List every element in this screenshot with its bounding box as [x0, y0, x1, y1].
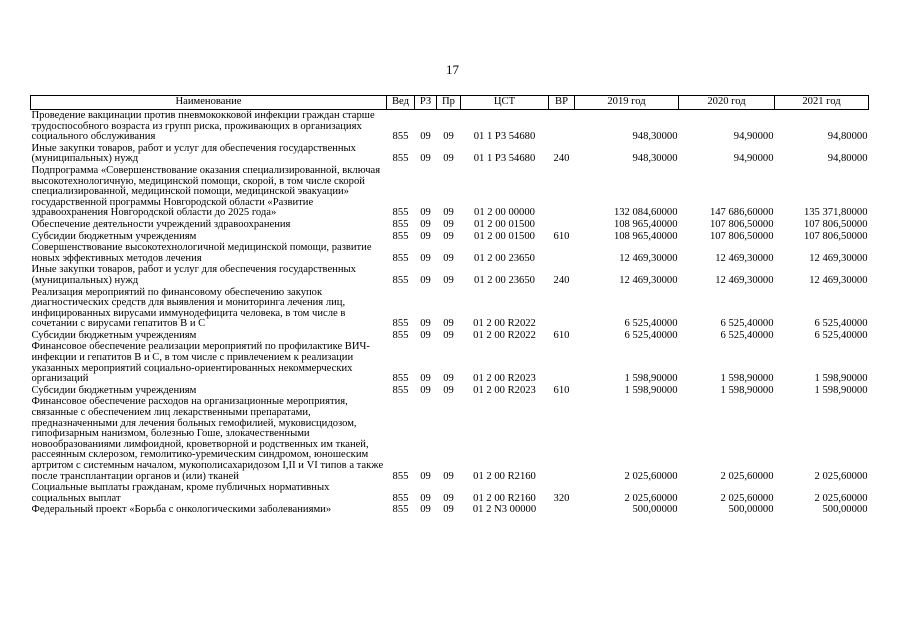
- row-amount-2019: 6 525,40000: [624, 318, 678, 330]
- row-name: Проведение вакцинации против пневмококковой инфекции граждан старше трудоспособного возраста из групп риска, проживающих в организациях социального обслуживания: [31, 110, 375, 143]
- row-amount-2019: 132 084,60000: [613, 207, 678, 219]
- row-pr: 09: [443, 373, 454, 385]
- row-rz: 09: [420, 207, 431, 219]
- table-header-row: [31, 96, 869, 110]
- row-cst: 01 2 00 R2022: [473, 318, 536, 330]
- row-name: Финансовое обеспечение расходов на организационные мероприятия, связанные с обеспечением лиц лекарственными препаратами, предназначенными для лечения больных гемофилией, муковисцидозом, гипофизарным нанизмом, болезнью Гоше, злокачественными новообразованиями лимфоидной, кроветворной и родственных им тканей, рассеянным склерозом, гемолитико-уремическим синдромом, юношеским артритом с системным началом, мукополисахаридозом I,II и VI типов а также после трансплантации органов и (или) тканей: [31, 396, 384, 482]
- row-name: Иные закупки товаров, работ и услуг для обеспечения государственных (муниципальных) нужд: [31, 264, 356, 286]
- table-row: [31, 231, 869, 243]
- row-pr: 09: [443, 252, 454, 264]
- row-name: Субсидии бюджетным учреждениям: [31, 230, 197, 242]
- row-ved: 855: [392, 218, 409, 230]
- row-pr: 09: [443, 207, 454, 219]
- table-row: [31, 165, 869, 219]
- row-name: Субсидии бюджетным учреждениям: [31, 384, 197, 396]
- row-vr: 610: [553, 230, 570, 242]
- row-pr: 09: [443, 230, 454, 242]
- row-ved: 855: [392, 274, 409, 286]
- table-row: [31, 219, 869, 231]
- row-name: Социальные выплаты гражданам, кроме публичных нормативных социальных выплат: [31, 482, 330, 504]
- row-amount-2021: 94,80000: [827, 153, 868, 165]
- row-amount-2020: 6 525,40000: [720, 318, 774, 330]
- row-amount-2019: 6 525,40000: [624, 329, 678, 341]
- table-row: [31, 287, 869, 330]
- row-pr: 09: [443, 384, 454, 396]
- row-pr: 09: [443, 329, 454, 341]
- row-cst: 01 2 00 R2023: [473, 373, 536, 385]
- table-row: [31, 110, 869, 143]
- row-name: Совершенствование высокотехнологичной медицинской помощи, развитие новых эффективных методов лечения: [31, 242, 372, 264]
- row-amount-2020: 2 025,60000: [720, 470, 774, 482]
- row-amount-2021: 500,00000: [822, 504, 868, 516]
- page-number: 17: [446, 62, 459, 77]
- row-amount-2021: 135 371,80000: [803, 207, 868, 219]
- row-ved: 855: [392, 252, 409, 264]
- row-vr: [549, 110, 575, 143]
- row-amount-2021: 107 806,50000: [803, 230, 868, 242]
- row-name: Иные закупки товаров, работ и услуг для обеспечения государственных (муниципальных) нужд: [31, 142, 356, 165]
- table-body: [31, 110, 869, 516]
- row-ved: 855: [392, 131, 409, 143]
- row-amount-2021: 2 025,60000: [814, 492, 868, 504]
- row-rz: 09: [420, 504, 431, 516]
- row-pr: 09: [443, 492, 454, 504]
- row-ved: 855: [392, 318, 409, 330]
- table-row: [31, 385, 869, 397]
- row-name: Субсидии бюджетным учреждениям: [31, 329, 197, 341]
- row-amount-2020: 2 025,60000: [720, 492, 774, 504]
- header-2019: 2019 год: [575, 96, 679, 110]
- row-amount-2021: 6 525,40000: [814, 329, 868, 341]
- header-rz: РЗ: [415, 96, 437, 110]
- row-amount-2019: 948,30000: [632, 131, 678, 143]
- row-amount-2021: 6 525,40000: [814, 318, 868, 330]
- row-ved: 855: [392, 230, 409, 242]
- row-rz: 09: [420, 470, 431, 482]
- row-vr: [549, 287, 575, 330]
- row-cst: 01 2 00 R2022: [473, 329, 536, 341]
- row-pr: 09: [443, 274, 454, 286]
- row-name: Подпрограмма «Совершенствование оказания специализированной, включая высокотехнологичную, медицинской помощи, скорой, в том числе скорой специализированной, медицинской помощи, медицинской эвакуации» государственной программы Новгородской области «Развитие здравоохранения Новгородской области до 2025 года»: [31, 164, 381, 219]
- row-ved: 855: [392, 504, 409, 516]
- row-pr: 09: [443, 318, 454, 330]
- row-vr: [549, 219, 575, 231]
- row-vr: [549, 396, 575, 482]
- header-vr: ВР: [549, 96, 575, 110]
- row-name: Обеспечение деятельности учреждений здравоохранения: [31, 218, 291, 230]
- header-2020: 2020 год: [679, 96, 775, 110]
- row-rz: 09: [420, 153, 431, 165]
- table-row: [31, 143, 869, 165]
- row-rz: 09: [420, 492, 431, 504]
- table-row: [31, 482, 869, 504]
- row-name: Финансовое обеспечение реализации мероприятий по профилактике ВИЧ-инфекции и гепатитов В и С, в том числе с привлечением к реализации указанных мероприятий социально-ориентированных некоммерческих организаций: [31, 341, 370, 385]
- row-amount-2020: 107 806,50000: [709, 218, 774, 230]
- row-rz: 09: [420, 384, 431, 396]
- row-amount-2021: 12 469,30000: [809, 252, 868, 264]
- row-vr: [549, 504, 575, 516]
- row-amount-2019: 12 469,30000: [619, 274, 678, 286]
- row-amount-2019: 948,30000: [632, 153, 678, 165]
- row-cst: 01 2 00 R2160: [473, 470, 536, 482]
- row-rz: 09: [420, 230, 431, 242]
- row-cst: 01 2 N3 00000: [472, 504, 537, 516]
- row-name: Реализация мероприятий по финансовому обеспечению закупок диагностических средств для выявления и мониторинга лечения лиц, инфицированных вирусами иммунодефицита человека, в том числе в сочетании с вирусами гепатитов В и С: [31, 286, 346, 330]
- row-amount-2020: 12 469,30000: [715, 252, 774, 264]
- row-rz: 09: [420, 274, 431, 286]
- row-rz: 09: [420, 218, 431, 230]
- row-vr: 240: [553, 274, 570, 286]
- row-vr: 240: [553, 153, 570, 165]
- row-ved: 855: [392, 373, 409, 385]
- row-pr: 09: [443, 470, 454, 482]
- table-row: [31, 330, 869, 342]
- row-ved: 855: [392, 207, 409, 219]
- row-ved: 855: [392, 492, 409, 504]
- row-vr: [549, 242, 575, 264]
- row-amount-2020: 1 598,90000: [720, 373, 774, 385]
- row-pr: 09: [443, 504, 454, 516]
- row-amount-2019: 12 469,30000: [619, 252, 678, 264]
- row-cst: 01 2 00 23650: [474, 274, 535, 286]
- table-row: [31, 504, 869, 516]
- row-amount-2021: 107 806,50000: [803, 218, 868, 230]
- row-ved: 855: [392, 384, 409, 396]
- row-pr: 09: [443, 153, 454, 165]
- row-cst: 01 1 Р3 54680: [473, 131, 536, 143]
- row-rz: 09: [420, 131, 431, 143]
- row-amount-2020: 500,00000: [728, 504, 774, 516]
- row-amount-2020: 6 525,40000: [720, 329, 774, 341]
- row-vr: [549, 341, 575, 384]
- row-amount-2021: 12 469,30000: [809, 274, 868, 286]
- row-ved: 855: [392, 470, 409, 482]
- row-amount-2021: 1 598,90000: [814, 384, 868, 396]
- table-row: [31, 264, 869, 286]
- row-name: Федеральный проект «Борьба с онкологическими заболеваниями»: [31, 504, 332, 516]
- row-cst: 01 2 00 00000: [474, 207, 535, 219]
- row-rz: 09: [420, 252, 431, 264]
- row-amount-2020: 107 806,50000: [709, 230, 774, 242]
- row-amount-2019: 108 965,40000: [613, 218, 678, 230]
- row-amount-2020: 94,90000: [733, 153, 774, 165]
- row-rz: 09: [420, 329, 431, 341]
- table-row: [31, 341, 869, 384]
- row-cst: 01 2 00 R2160: [473, 492, 536, 504]
- row-cst: 01 2 00 01500: [474, 230, 535, 242]
- header-ved: Вед: [387, 96, 415, 110]
- row-pr: 09: [443, 218, 454, 230]
- budget-table: [30, 95, 869, 516]
- header-pr: Пр: [437, 96, 461, 110]
- row-vr: [549, 165, 575, 219]
- row-ved: 855: [392, 153, 409, 165]
- row-amount-2020: 12 469,30000: [715, 274, 774, 286]
- header-cst: ЦСТ: [461, 96, 549, 110]
- row-amount-2020: 1 598,90000: [720, 384, 774, 396]
- row-amount-2019: 1 598,90000: [624, 384, 678, 396]
- header-name: Наименование: [31, 96, 387, 110]
- row-vr: 610: [553, 384, 570, 396]
- row-amount-2020: 147 686,60000: [709, 207, 774, 219]
- row-amount-2019: 2 025,60000: [624, 492, 678, 504]
- row-amount-2021: 94,80000: [827, 131, 868, 143]
- row-rz: 09: [420, 318, 431, 330]
- header-2021: 2021 год: [775, 96, 869, 110]
- row-rz: 09: [420, 373, 431, 385]
- row-cst: 01 1 Р3 54680: [473, 153, 536, 165]
- row-pr: 09: [443, 131, 454, 143]
- row-cst: 01 2 00 R2023: [473, 384, 536, 396]
- row-vr: 320: [553, 492, 570, 504]
- row-cst: 01 2 00 23650: [474, 252, 535, 264]
- table-row: [31, 396, 869, 482]
- row-cst: 01 2 00 01500: [474, 218, 535, 230]
- row-amount-2021: 2 025,60000: [814, 470, 868, 482]
- row-ved: 855: [392, 329, 409, 341]
- row-amount-2019: 1 598,90000: [624, 373, 678, 385]
- row-amount-2020: 94,90000: [733, 131, 774, 143]
- row-vr: 610: [553, 329, 570, 341]
- table-row: [31, 242, 869, 264]
- row-amount-2019: 108 965,40000: [613, 230, 678, 242]
- row-amount-2019: 500,00000: [632, 504, 678, 516]
- row-amount-2019: 2 025,60000: [624, 470, 678, 482]
- row-amount-2021: 1 598,90000: [814, 373, 868, 385]
